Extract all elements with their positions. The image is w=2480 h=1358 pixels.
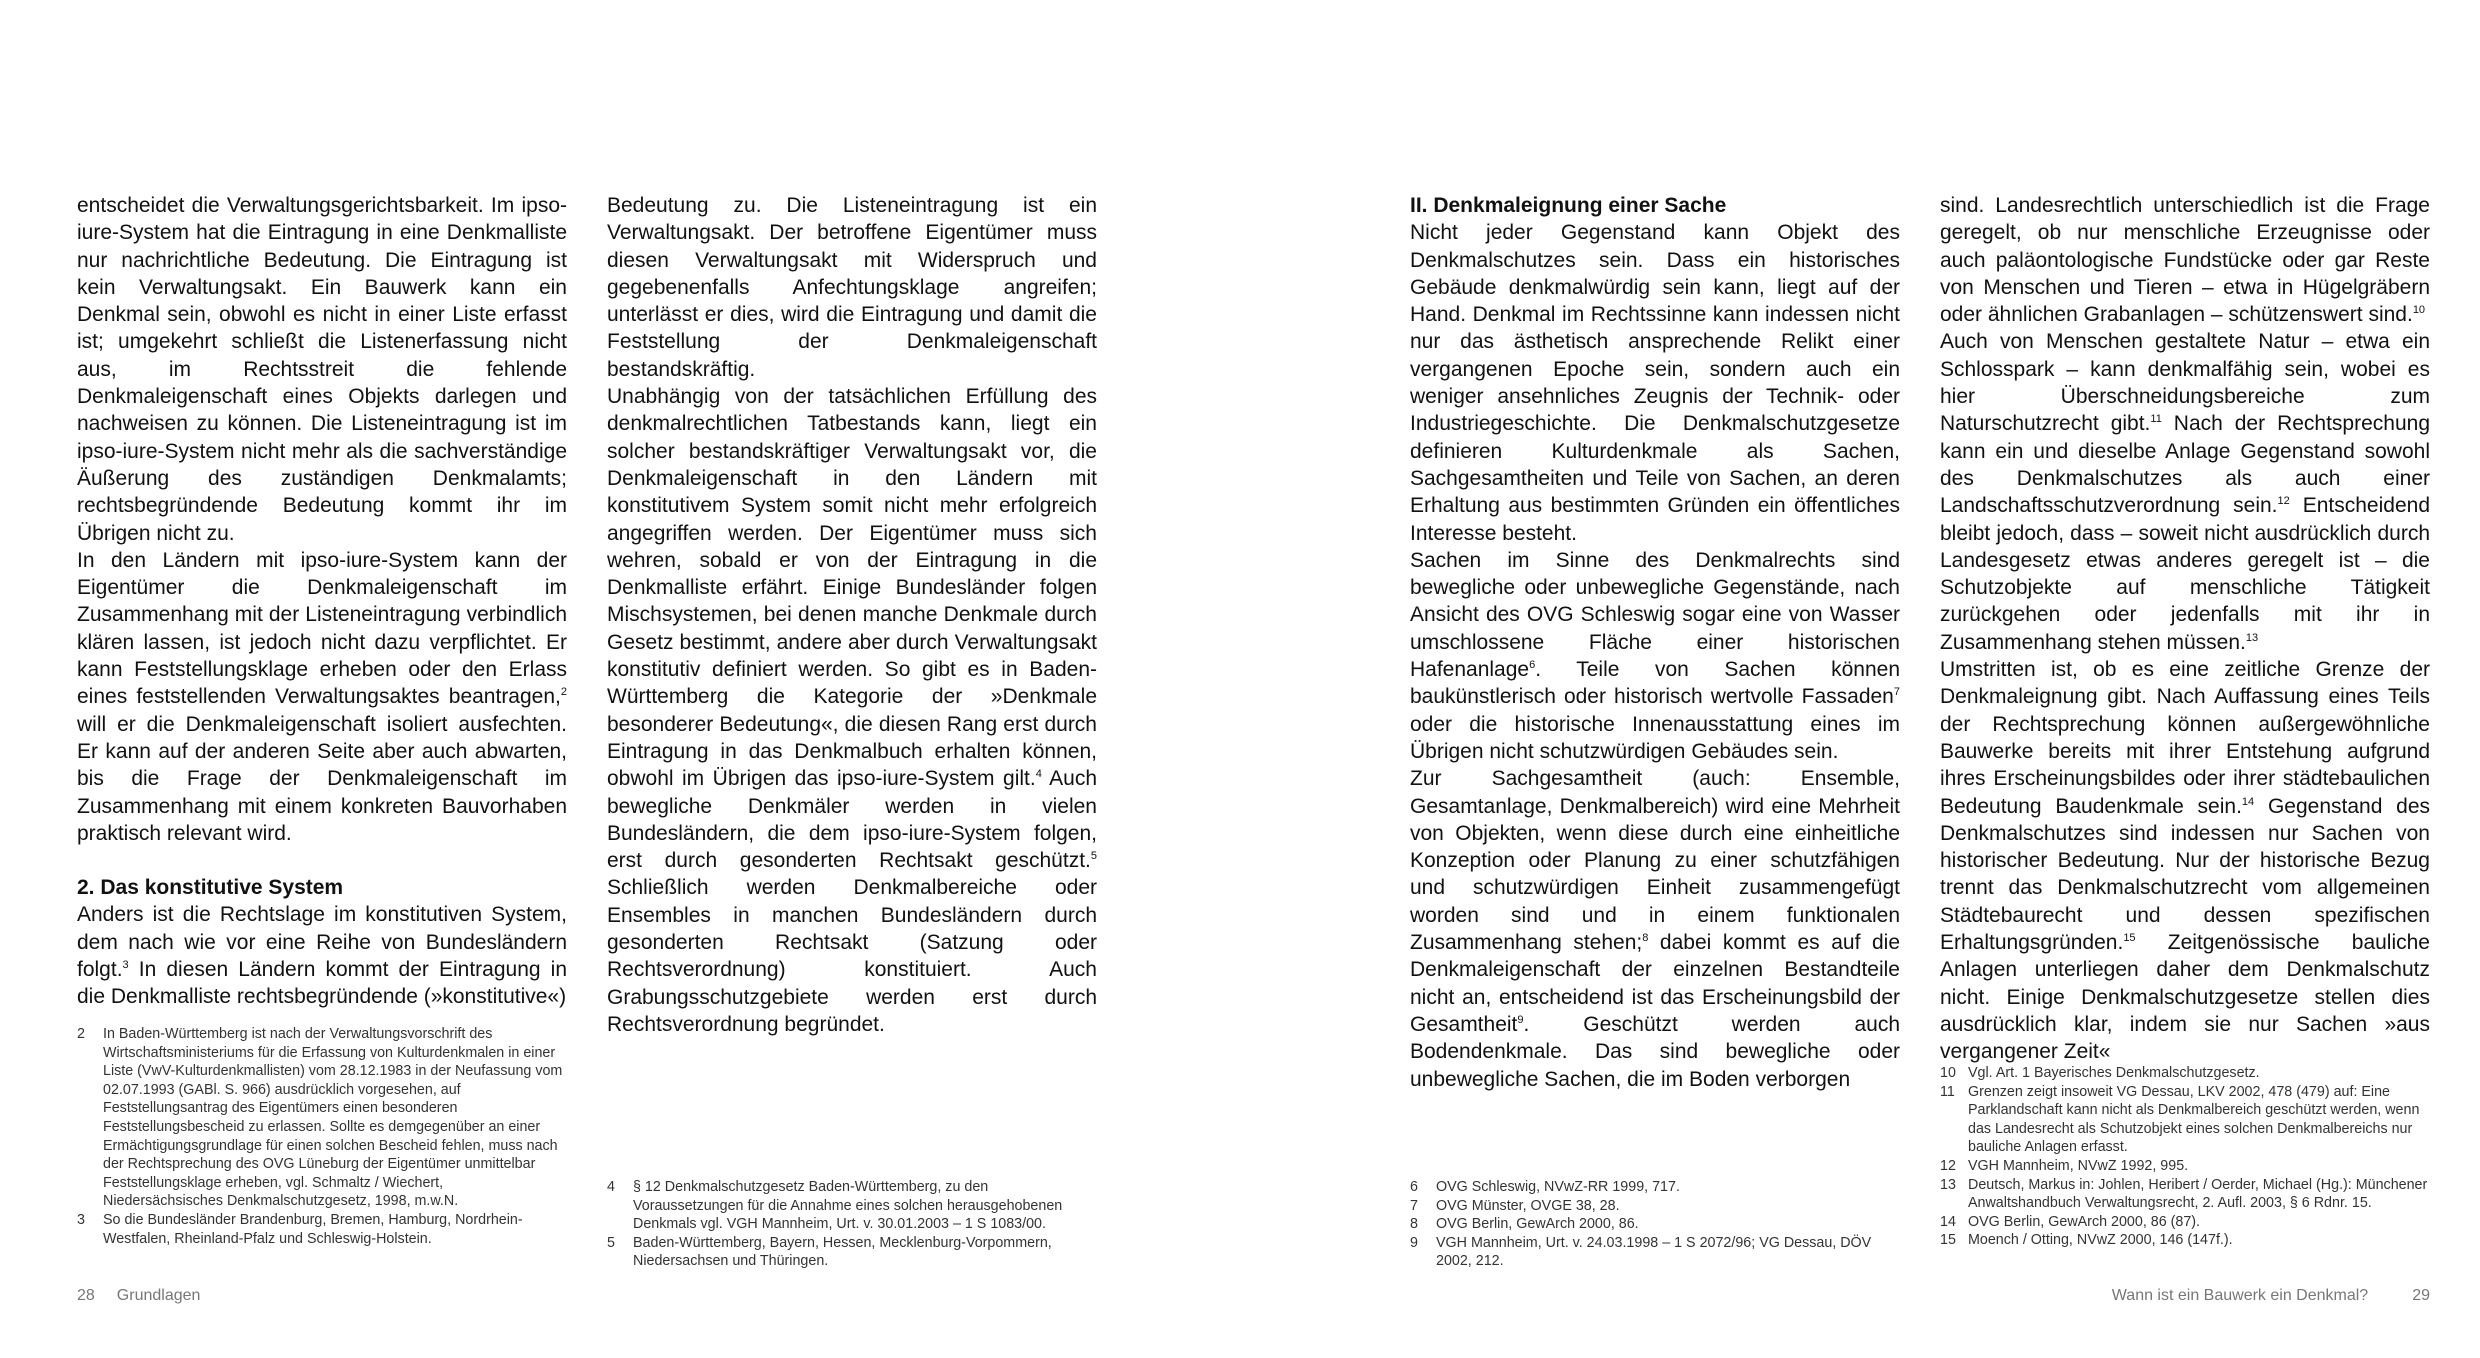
footer-left	[77, 1287, 200, 1305]
footnote-number: 11	[1940, 1083, 1955, 1100]
footnote-ref[interactable]: 14	[2241, 795, 2255, 808]
footnote-ref[interactable]: 5	[1090, 850, 1097, 863]
footnote: 6 OVG Schleswig, NVwZ-RR 1999, 717.	[1410, 1179, 1680, 1195]
footnote-ref[interactable]: 13	[2245, 631, 2259, 644]
section-heading: 2. Das konstitutive System	[77, 876, 344, 900]
footnote: 10 Vgl. Art. 1 Bayerisches Denkmalschutzgesetz.	[1940, 1065, 2260, 1081]
paragraph: Umstritten ist, ob es eine zeitliche Grenze der Denkmaleignung gibt. Nach Auffassung eines Teils der Rechtsprechung können außergewöhnliche Bauwerke bereits mit ihrer Entstehung aufgrund ihres Erscheinungsbildes oder ihrer städtebaulichen Bedeutung Baudenkmale sein.$^{14}$ Gegenstand des Denkmalschutzes sind indessen nur Sachen von historischer Bedeutung. Nur der historische Bezug trennt das Denkmalschutzrecht vom allgemeinen Städtebaurecht und dessen spezifischen Erhaltungsgründen.$^{15}$ Zeitgenössische bauliche Anlagen unterliegen daher dem Denkmalschutz nicht. Einige Denkmalschutzgesetze stellen dies ausdrücklich klar, indem sie nur Sachen »aus vergangener Zeit«	[1940, 658, 2430, 1064]
footnotes-left-1	[77, 1025, 567, 1248]
footnotes-right-2	[1940, 1064, 2430, 1250]
footnote-number: 4	[607, 1179, 615, 1195]
footnotes-left-2	[607, 1178, 1097, 1271]
section-heading: II. Denkmaleignung einer Sache	[1410, 194, 1727, 217]
page-number: 28	[77, 1287, 95, 1304]
left-column-1	[77, 192, 567, 1011]
footnote-number: 15	[1940, 1232, 1956, 1249]
footnote-number: 9	[1410, 1234, 1418, 1251]
right-column-2	[1940, 192, 2430, 1066]
paragraph: Anders ist die Rechtslage im konstitutiven System, dem nach wie vor eine Reihe von Bundesländern folgt.$^3$ In diesen Ländern kommt der Eintragung in die Denkmalliste rechtsbegründende (»konstitutive«)	[77, 903, 567, 1009]
footnote-ref[interactable]: 8	[1642, 932, 1649, 945]
footnotes-right-1	[1410, 1178, 1900, 1271]
footnote-ref[interactable]: 7	[1893, 686, 1900, 699]
paragraph: Unabhängig von der tatsächlichen Erfüllung des denkmalrechtlichen Tatbestands kann, liegt ein solcher bestandskräftiger Verwaltungsakt vor, die Denkmaleigenschaft in den Ländern mit konstitutivem System somit nicht mehr erfolgreich angegriffen werden. Der Eigentümer muss sich wehren, sobald er von der Eintragung in die Denkmalliste erfährt. Einige Bundesländer folgen Mischsystemen, bei denen manche Denkmale durch Gesetz bestimmt, andere aber durch Verwaltungsakt konstitutiv definiert werden. So gibt es in Baden-Württemberg die Kategorie der »Denkmale besonderer Bedeutung«, die diesen Rang erst durch Eintragung in das Denkmalbuch erhalten können, obwohl im Übrigen das ipso-iure-System gilt.$^4$ Auch bewegliche Denkmäler werden in vielen Bundesländern, die dem ipso-iure-System folgen, erst durch gesonderten Rechtsakt geschützt.$^5$ Schließlich werden Denkmalbereiche oder Ensembles in manchen Bundesländern durch gesonderten Rechtsakt (Satzung oder Rechtsverordnung) konstituiert. Auch Grabungsschutzgebiete werden erst durch Rechtsverordnung begründet.	[607, 385, 1098, 1036]
footnote-number: 7	[1410, 1197, 1418, 1214]
right-column-1	[1410, 192, 1900, 1093]
footnote: 14 OVG Berlin, GewArch 2000, 86 (87).	[1940, 1213, 2201, 1230]
paragraph: Zur Sachgesamtheit (auch: Ensemble, Gesamtanlage, Denkmalbereich) wird eine Mehrheit von Objekten, wenn diese durch eine einheitliche Konzeption oder Planung zu einer schutzfähigen und schutzwürdigen Einheit zusammengefügt worden sind und in einem funktionalen Zusammenhang stehen;$^8$ dabei kommt es auf die Denkmaleigenschaft der einzelnen Bestandteile nicht an, entscheidend ist das Erscheinungsbild der Gesamtheit$^9$. Geschützt werden auch Bodendenkmale. Das sind bewegliche oder unbewegliche Sachen, die im Boden verborgen	[1410, 767, 1901, 1091]
footnote: 3 So die Bundesländer Brandenburg, Bremen, Hamburg, Nordrhein-Westfalen, Rheinland-Pfalz und Schleswig-Holstein.	[77, 1211, 523, 1247]
footnote-number: 8	[1410, 1216, 1418, 1233]
footnote-number: 14	[1940, 1213, 1956, 1230]
paragraph: Auch von Menschen gestaltete Natur – etwa ein Schlosspark – kann denkmalfähig sein, wobei es hier Überschneidungsbereiche zum Naturschutzrecht gibt.$^{11}$ Nach der Rechtsprechung kann ein und dieselbe Anlage Gegenstand sowohl des Denkmalschutzes als auch einer Landschaftsschutzverordnung sein.$^{12}$ Entscheidend bleibt jedoch, dass – soweit nicht ausdrücklich durch Landesgesetz etwas anderes geregelt ist – die Schutzobjekte auf menschliche Tätigkeit zurückgehen oder jedenfalls mit ihr in Zusammenhang stehen müssen.$^{13}$	[1940, 330, 2430, 654]
footnote-number: 12	[1940, 1157, 1956, 1174]
footnote: 2 In Baden-Württemberg ist nach der Verwaltungsvorschrift des Wirtschaftsministeriums für die Erfassung von Kulturdenkmalen in einer Liste (VwV-Kulturdenkmallisten) vom 28.12.1983 in der Neufassung vom 02.07.1993 (GABl. S. 966) ausdrücklich vorgesehen, auf Feststellungsantrag des Eigentümers einen besonderen Feststellungsbescheid zu erlassen. Sollte es demgegenüber an einer Ermächtigungsgrundlage für einen solchen Bescheid fehlen, muss nach der Rechtsprechung des OVG Lüneburg der Eigentümer unmittelbar Feststellungsklage erheben, vgl. Schmaltz / Wiechert, Niedersächsisches Denkmalschutzgesetz, 1998, m.w.N.	[77, 1026, 563, 1210]
footnote-ref[interactable]: 12	[2277, 495, 2290, 508]
paragraph: Bedeutung zu. Die Listeneintragung ist ein Verwaltungsakt. Der betroffene Eigentümer muss diesen Verwaltungsakt mit Widerspruch und gegebenenfalls Anfechtungsklage angreifen; unterlässt er dies, wird die Eintragung und damit die Feststellung der Denkmaleigenschaft bestandskräftig.	[607, 194, 1097, 381]
footnote-ref[interactable]: 11	[2150, 413, 2162, 426]
left-column-2	[607, 192, 1097, 1038]
footnote-number: 6	[1410, 1179, 1418, 1195]
footnote: 8 OVG Berlin, GewArch 2000, 86.	[1410, 1216, 1639, 1233]
footnote-ref[interactable]: 2	[560, 686, 567, 699]
footnote: 4 § 12 Denkmalschutzgesetz Baden-Württemberg, zu den Voraussetzungen für die Annahme eines solchen herausgehobenen Denkmals vgl. VGH Mannheim, Urt. v. 30.01.2003 – 1 S 1083/00.	[607, 1179, 1063, 1233]
paragraph: sind. Landesrechtlich unterschiedlich ist die Frage geregelt, ob nur menschliche Erzeugnisse oder auch paläontologische Fundstücke oder gar Reste von Menschen und Tieren – etwa in Hügelgräbern oder ähnlichen Grabanlagen – schützenswert sind.$^{10}$	[1940, 194, 2430, 327]
footnote: 13 Deutsch, Markus in: Johlen, Heribert / Oerder, Michael (Hg.): Münchener Anwaltshandbuch Verwaltungsrecht, 2. Aufl. 2003, § 6 Rdnr. 15.	[1940, 1176, 2428, 1212]
footnote-ref[interactable]: 6	[1529, 659, 1536, 672]
footnote-number: 3	[77, 1211, 85, 1228]
running-title: Wann ist ein Bauwerk ein Denkmal?	[2111, 1287, 2369, 1304]
footnote: 9 VGH Mannheim, Urt. v. 24.03.1998 – 1 S 2072/96; VG Dessau, DÖV 2002, 212.	[1410, 1234, 1872, 1270]
paragraph: Sachen im Sinne des Denkmalrechts sind bewegliche oder unbewegliche Gegenstände, nach Ansicht des OVG Schleswig sogar eine von Wasser umschlossene Fläche einer historischen Hafenanlage$^6$. Teile von Sachen können baukünstlerisch oder historisch wertvolle Fassaden$^7$ oder die historische Innenausstattung eines im Übrigen nicht schutzwürdigen Gebäudes sein.	[1410, 548, 1900, 763]
page-number: 29	[2412, 1287, 2430, 1304]
paragraph: Nicht jeder Gegenstand kann Objekt des Denkmalschutzes sein. Dass ein historisches Gebäude denkmalwürdig sein kann, liegt auf der Hand. Denkmal im Rechtssinne kann indessen nicht nur das ästhetisch ansprechende Relikt einer vergangenen Epoche sein, sondern auch ein weniger ansehnliches Zeugnis der Technik- oder Industriegeschichte. Die Denkmalschutzgesetze definieren Kulturdenkmale als Sachen, Sachgesamtheiten und Teile von Sachen, an deren Erhaltung aus bestimmten Gründen ein öffentliches Interesse besteht.	[1410, 221, 1900, 545]
footnote-number: 10	[1940, 1065, 1956, 1081]
footnote-ref[interactable]: 15	[2123, 932, 2136, 945]
footnote-number: 2	[77, 1026, 85, 1042]
footnote-ref[interactable]: 4	[1035, 768, 1042, 781]
footnote-number: 13	[1940, 1176, 1956, 1193]
footnote: 5 Baden-Württemberg, Bayern, Hessen, Mecklenburg-Vorpommern, Niedersachsen und Thüringen.	[607, 1234, 1052, 1270]
running-title: Grundlagen	[116, 1287, 201, 1304]
footnote-ref[interactable]: 3	[122, 959, 129, 972]
footnote-ref[interactable]: 10	[2412, 304, 2426, 317]
footnote-number: 5	[607, 1234, 615, 1251]
paragraph: entscheidet die Verwaltungsgerichtsbarkeit. Im ipso-iure-System hat die Eintragung in eine Denkmalliste nur nachrichtliche Bedeutung. Die Eintragung ist kein Verwaltungsakt. Ein Bauwerk kann ein Denkmal sein, obwohl es nicht in einer Liste erfasst ist; umgekehrt schließt die Listenerfassung nicht aus, im Rechtsstreit die fehlende Denkmaleigenschaft eines Objekts darlegen und nachweisen zu können. Die Listeneintragung ist im ipso-iure-System nicht mehr als die sachverständige Äußerung des zuständigen Denkmalamts; rechtsbegründende Bedeutung kommt ihr im Übrigen nicht zu.	[77, 194, 567, 545]
footnote: 15 Moench / Otting, NVwZ 2000, 146 (147f.).	[1940, 1232, 2233, 1249]
footer-right	[2112, 1287, 2430, 1305]
footnote: 7 OVG Münster, OVGE 38, 28.	[1410, 1197, 1620, 1214]
paragraph: In den Ländern mit ipso-iure-System kann der Eigentümer die Denkmaleigenschaft im Zusammenhang mit der Listeneintragung verbindlich klären lassen, ist jedoch nicht dazu verpflichtet. Er kann Feststellungsklage erheben oder den Erlass eines feststellenden Verwaltungsaktes beantragen,$^2$ will er die Denkmaleigenschaft isoliert ausfechten. Er kann auf der anderen Seite aber auch abwarten, bis die Frage der Denkmaleigenschaft im Zusammenhang mit einem konkreten Bauvorhaben praktisch relevant wird.	[77, 548, 567, 845]
footnote-ref[interactable]: 9	[1517, 1013, 1524, 1026]
footnote: 11 Grenzen zeigt insoweit VG Dessau, LKV 2002, 478 (479) auf: Eine Parklandschaft kann nicht als Denkmalbereich geschützt werden, wenn das Landesrecht als Schutzobjekt eines solchen Denkmalbereichs nur bauliche Anlagen erfasst.	[1940, 1083, 2420, 1156]
footnote: 12 VGH Mannheim, NVwZ 1992, 995.	[1940, 1157, 2189, 1174]
